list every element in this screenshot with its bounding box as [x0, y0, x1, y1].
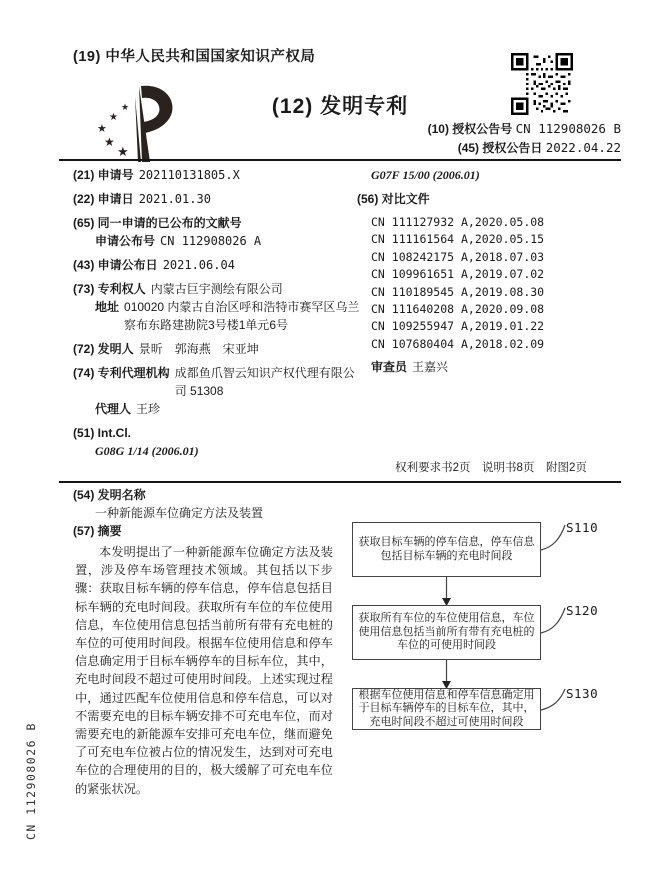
patentee-value: 内蒙古巨宇测绘有限公司 [150, 282, 283, 296]
agency-row [73, 364, 360, 400]
citation-item: CN 111127932 A,2020.05.08 [371, 215, 545, 229]
flowchart-step-id: S120 [566, 603, 599, 618]
document-pages-info: 权利要求书2页 说明书8页 附图2页 [395, 462, 587, 474]
publication-number-label: 申请公布号 [95, 234, 156, 248]
publication-date-value: 2021.06.04 [162, 258, 235, 272]
earlier-publication-label: (65) 同一申请的已公布的文献号 [73, 216, 242, 230]
grant-publication-number [428, 120, 621, 137]
citation-item: CN 109255947 A,2019.01.22 [371, 319, 545, 334]
grant-number-label: (10) 授权公告号 [427, 122, 513, 136]
inventors-label: (72) 发明人 [73, 342, 134, 356]
biblio-right-column [357, 166, 627, 376]
publication-date-label: (43) 申请公布日 [73, 258, 158, 272]
agent-value: 王珍 [136, 402, 161, 416]
svg-text:★: ★ [109, 112, 118, 123]
qr-code-icon [511, 53, 573, 115]
examiner-row [357, 358, 627, 376]
field-application-number [73, 166, 360, 184]
inventors-value: 景昕 郭海燕 宋亚坤 [138, 342, 259, 356]
application-number-label: (21) 申请号 [73, 168, 134, 182]
agency-label: (74) 专利代理机构 [73, 366, 170, 380]
agency-value: 成都鱼爪智云知识产权代理有限公司 51308 [174, 366, 355, 398]
patentee-row [73, 280, 360, 298]
document-type-title: (12) 发明专利 [271, 95, 409, 118]
int-cl-value: G08G 1/14 (2006.01) [95, 444, 199, 458]
invention-title: 一种新能源车位确定方法及装置 [95, 506, 264, 520]
address-value: 010020 内蒙古自治区呼和浩特市赛罕区乌兰察布东路建勘院3号楼1单元6号 [124, 300, 360, 332]
abstract-text: 本发明提出了一种新能源车位确定方法及装置，涉及停车场管理技术领域。其包括以下步骤：获取目标车辆的停车信息，停车信息包括目标车辆的充电时间段。获取所有车位的车位使用信息，车位使用信息包括当前所有带有充电桩的车位的可使用时间段。根据车位使用信息和停车信息确定用于目标车辆停车的目标车位，其中，充电时间段不超过可使用时间段。上述实现过程中，通过匹配车位使用信息和停车信息，可以对不需要充电的目标车辆安排不可充电车位，而对需要充电的新能源车安排可充电车位，继而避免了可充电车位被占位的情况发生，达到对可充电车位的合理使用的目的，极大缓解了可充电车位的紧张状况。 [75, 545, 333, 796]
int-cl-extra: G07F 15/00 (2006.01) [371, 168, 480, 182]
abstract-label: (57) 摘要 [73, 524, 122, 538]
application-date-label: (22) 申请日 [73, 192, 134, 206]
patentee-address [73, 298, 360, 334]
citation-item: CN 111161564 A,2020.05.15 [371, 232, 545, 247]
svg-text:★: ★ [121, 102, 130, 112]
flowchart-step-id: S110 [566, 520, 599, 535]
field-int-cl [73, 424, 360, 460]
issuing-office: (19) 中华人民共和国国家知识产权局 [73, 49, 316, 65]
citation-item: CN 109961651 A,2019.07.02 [371, 267, 545, 282]
field-agency [73, 364, 360, 418]
side-publication-number: CN 112908026 B [24, 722, 38, 840]
citation-item: CN 108242175 A,2018.07.03 [371, 249, 545, 264]
agent-row [73, 400, 360, 418]
citation-item: CN 111640208 A,2020.09.08 [371, 302, 545, 317]
svg-text:★: ★ [97, 123, 107, 135]
flowchart-step-box: 获取所有车位的车位使用信息，车位使用信息包括当前所有带有充电桩的车位的可使用时间段 [352, 605, 541, 660]
patentee-label: (73) 专利权人 [73, 282, 146, 296]
biblio-left-column [73, 166, 360, 466]
earlier-publication-number [73, 232, 360, 250]
examiner-label: 审查员 [371, 360, 408, 375]
field-patentee [73, 280, 360, 334]
grant-publication-date [458, 139, 621, 156]
citation-item: CN 110189545 A,2019.08.30 [371, 284, 545, 299]
field-application-date [73, 190, 360, 208]
invention-title-label: (54) 发明名称 [73, 488, 146, 502]
citation-item: CN 107680404 A,2018.02.09 [371, 336, 545, 351]
field-publication-date [73, 256, 360, 274]
cnipa-logo-icon [84, 78, 188, 170]
flowchart-step-id: S130 [566, 686, 599, 701]
agent-label: 代理人 [95, 402, 132, 416]
grant-date-label: (45) 授权公告日 [457, 141, 543, 155]
citations-list [357, 214, 627, 353]
svg-text:★: ★ [117, 144, 129, 159]
application-number-value: 202110131805.X [138, 168, 240, 182]
application-date-value: 2021.01.30 [138, 192, 211, 206]
header-divider [59, 159, 621, 161]
address-label: 地址 [95, 300, 120, 314]
citations-label: (56) 对比文件 [357, 192, 430, 206]
examiner-value: 王嘉兴 [412, 360, 449, 375]
flowchart-step-box: 获取目标车辆的停车信息，停车信息包括目标车辆的充电时间段 [352, 522, 541, 577]
grant-number-value: CN 112908026 B [515, 121, 621, 136]
publication-number-value: CN 112908026 A [160, 234, 262, 248]
biblio-divider [59, 481, 621, 483]
invention-title-section [73, 486, 373, 540]
int-cl-label: (51) Int.Cl. [73, 426, 132, 440]
svg-text:★: ★ [104, 135, 115, 149]
field-inventors [73, 340, 360, 358]
field-earlier-publication [73, 214, 360, 250]
flowchart-step-box: 根据车位使用信息和停车信息确定用于目标车辆停车的目标车位，其中，充电时间段不超过可使用时间段 [352, 688, 541, 730]
grant-date-value: 2022.04.22 [545, 140, 621, 155]
